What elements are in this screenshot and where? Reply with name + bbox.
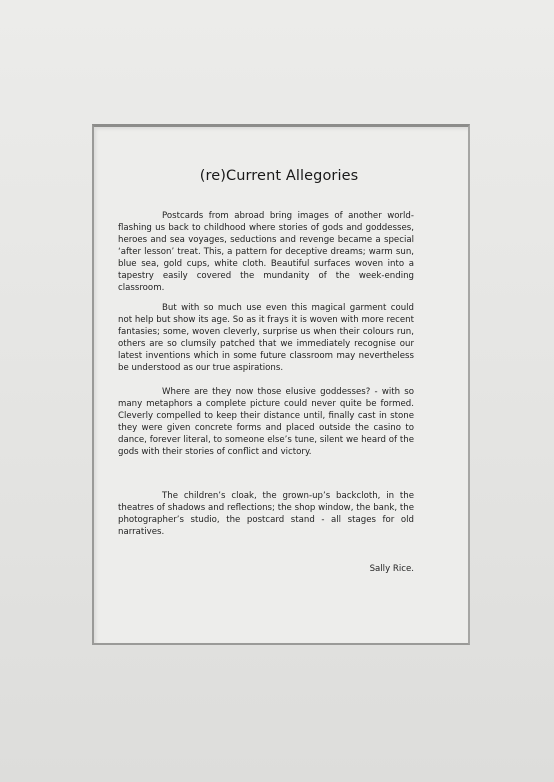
paragraph-2: But with so much use even this magical garment could not help but show its age. So as it frays it is woven with more recent fantasies; some, woven cleverly, surprise us when their colours run, others are so clumsily patched that we immediately recognise our latest inventions which in some future classroom may nevertheless be understood as our true aspirations.	[118, 303, 414, 374]
author-signature: Sally Rice.	[369, 564, 414, 574]
document-sheet	[92, 124, 466, 640]
page-title: (re)Current Allegories	[199, 168, 359, 184]
paragraph-4: The children’s cloak, the grown-up’s backcloth, in the theatres of shadows and reflections; the shop window, the bank, the photographer’s studio, the postcard stand - all stages for old narratives.	[118, 491, 414, 538]
paragraph-3: Where are they now those elusive goddesses? - with so many metaphors a complete picture could never quite be formed. Cleverly compelled to keep their distance until, finally cast in stone they were given concrete forms and placed outside the casino to dance, forever literal, to someone else’s tune, silent we heard of the gods with their stories of conflict and victory.	[118, 387, 414, 458]
paragraph-1: Postcards from abroad bring images of another world-flashing us back to childhood where stories of gods and goddesses, heroes and sea voyages, seductions and revenge became a special ‘after lesson’ treat. This, a pattern for deceptive dreams; warm sun, blue sea, gold cups, white cloth. Beautiful surfaces woven into a tapestry easily covered the mundanity of the week-ending classroom.	[118, 211, 414, 294]
